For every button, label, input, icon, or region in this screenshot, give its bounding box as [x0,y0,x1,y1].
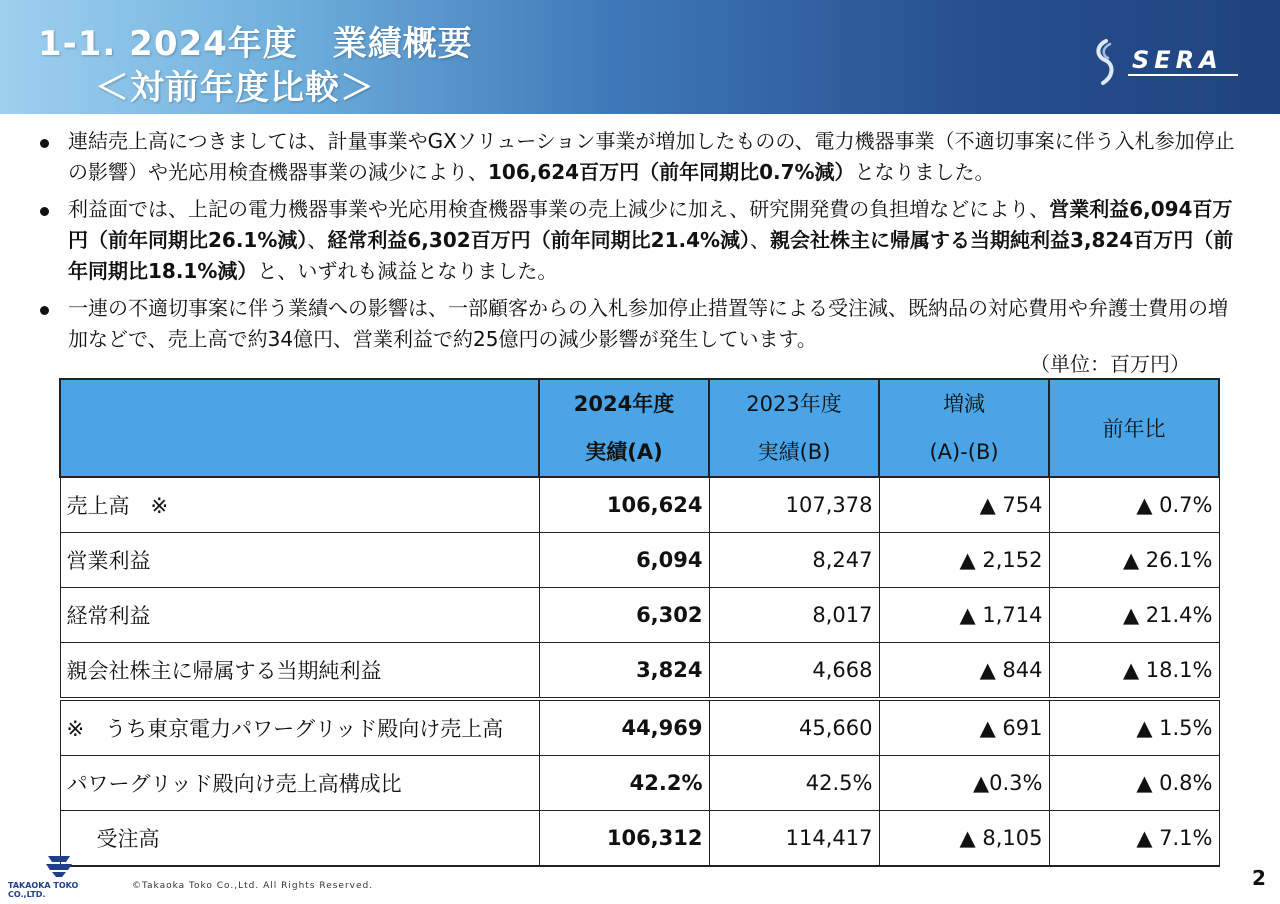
header-ratio: 前年比 [1049,379,1219,477]
cell-diff: ▲0.3% [879,756,1049,811]
bullet-text: と、いずれも減益となりました。 [257,259,558,283]
cell-ratio: ▲ 26.1% [1049,533,1219,588]
bullet-text: 連結売上高につきましては、計量事業やGXソリューション事業が増加したものの、電力機器事業（不適切事案に伴う入札参加停止の影響）や光応用検査機器事業の減少により、 [68,129,1235,184]
results-table [59,378,1220,867]
cell-diff: ▲ 8,105 [879,811,1049,867]
header-2023 [709,379,879,477]
header-2023-year: 2023年度 [746,392,842,416]
cell-diff: ▲ 2,152 [879,533,1049,588]
row-label: 経常利益 [60,588,539,643]
sera-mark-icon [1092,38,1118,86]
table-row [60,477,1219,533]
cell-2024: 106,624 [539,477,709,533]
bullet-text: 、 [307,228,328,252]
header-blank [60,379,539,477]
bullet-dot-icon [40,207,49,216]
company-logo [8,854,112,899]
row-label: 営業利益 [60,533,539,588]
bullet-highlight: 106,624百万円（前年同期比0.7%減） [488,160,855,184]
cell-2023: 114,417 [709,811,879,867]
cell-diff: ▲ 691 [879,699,1049,756]
bullet-highlight: 親会社株主に帰属する当期純利益3,824百万円（前年同期比18.1%減） [68,228,1234,283]
bullet-text: 利益面では、上記の電力機器事業や光応用検査機器事業の売上減少に加え、研究開発費の負担増などにより、 [68,197,1050,221]
page-number: 2 [1252,866,1266,890]
cell-2024: 44,969 [539,699,709,756]
bullet-profit [38,194,1238,287]
table-row [60,643,1219,700]
sera-logo [1092,38,1242,86]
bullet-dot-icon [40,139,49,148]
table-row [60,699,1219,756]
bullet-highlight: 経常利益6,302百万円（前年同期比21.4%減） [327,228,751,252]
row-label: 売上高 ※ [60,477,539,533]
bullet-highlight: 営業利益6,094百万円（前年同期比26.1%減） [68,197,1233,252]
table-row [60,756,1219,811]
row-label: 親会社株主に帰属する当期純利益 [60,643,539,700]
cell-diff: ▲ 844 [879,643,1049,700]
cell-2024: 3,824 [539,643,709,700]
table-header-row [60,379,1219,477]
header-2024 [539,379,709,477]
bullet-dot-icon [40,306,49,315]
takaoka-mark-icon [44,854,74,878]
slide-title-line2: ＜対前年度比較＞ [95,68,375,108]
cell-ratio: ▲ 18.1% [1049,643,1219,700]
copyright: ©Takaoka Toko Co.,Ltd. All Rights Reserved. [132,881,374,891]
header-diff-title: 増減 [943,392,985,416]
header-2023-actual: 実績(B) [757,440,831,464]
header-diff [879,379,1049,477]
slide-header [0,0,1280,114]
table-row [60,533,1219,588]
table-row [60,588,1219,643]
bullet-impact [38,293,1238,355]
cell-2024: 42.2% [539,756,709,811]
row-label: ※ うち東京電力パワーグリッド殿向け売上高 [60,699,539,756]
slide-title-line1: 1-1. 2024年度 業績概要 [38,24,473,64]
company-name: TAKAOKA TOKO CO.,LTD. [8,881,79,899]
header-2024-actual: 実績(A) [585,440,663,464]
cell-ratio: ▲ 21.4% [1049,588,1219,643]
cell-ratio: ▲ 0.8% [1049,756,1219,811]
sera-logo-text: SERA [1132,46,1223,74]
cell-2024: 6,094 [539,533,709,588]
cell-2024: 6,302 [539,588,709,643]
header-2024-year: 2024年度 [573,392,675,416]
bullet-text: 一連の不適切事案に伴う業績への影響は、一部顧客からの入札参加停止措置等による受注減、既納品の対応費用や弁護士費用の増加などで、売上高で約34億円、営業利益で約25億円の減少影響が発生しています。 [68,296,1228,351]
cell-ratio: ▲ 1.5% [1049,699,1219,756]
cell-2023: 42.5% [709,756,879,811]
cell-2023: 4,668 [709,643,879,700]
cell-2023: 107,378 [709,477,879,533]
cell-ratio: ▲ 0.7% [1049,477,1219,533]
cell-2023: 45,660 [709,699,879,756]
unit-label: （単位：百万円） [1030,352,1190,376]
table-row [60,811,1219,867]
cell-diff: ▲ 1,714 [879,588,1049,643]
header-diff-formula: (A)-(B) [929,440,999,464]
bullet-text: 、 [750,228,771,252]
row-label: パワーグリッド殿向け売上高構成比 [60,756,539,811]
cell-2023: 8,247 [709,533,879,588]
logo-underline [1128,74,1238,76]
row-label: 受注高 [60,811,539,867]
cell-2023: 8,017 [709,588,879,643]
cell-ratio: ▲ 7.1% [1049,811,1219,867]
summary-bullets [38,126,1238,361]
cell-2024: 106,312 [539,811,709,867]
bullet-text: となりました。 [854,160,995,184]
cell-diff: ▲ 754 [879,477,1049,533]
bullet-sales [38,126,1238,188]
